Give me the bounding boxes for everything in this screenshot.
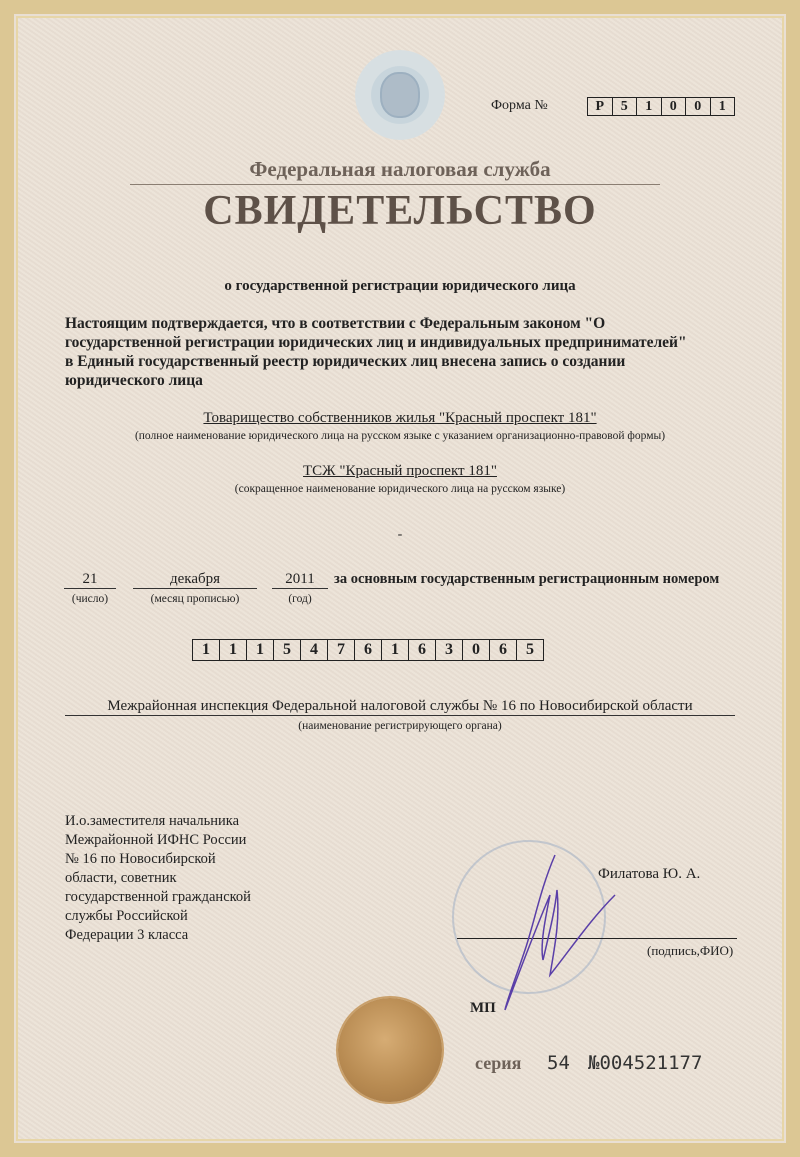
ogrn-digit: 1 [247,640,274,660]
ogrn-digit: 1 [193,640,220,660]
date-year: 2011 [272,571,328,589]
form-digit: 0 [686,98,711,115]
short-name: ТСЖ "Красный проспект 181" [303,463,497,479]
document-title: СВИДЕТЕЛЬСТВО [203,188,597,234]
form-label: Форма № [491,98,548,113]
day-caption: (число) [71,593,109,605]
ogrn-digit: 3 [436,640,463,660]
position-line: № 16 по Новосибирской [65,851,216,867]
form-digit: 1 [637,98,662,115]
paragraph-line: юридического лица [65,372,203,389]
ogrn-digit: 6 [409,640,436,660]
position-line: государственной гражданской [65,889,251,905]
ogrn-digit: 5 [274,640,301,660]
form-digit: Р [588,98,613,115]
confirmation-paragraph [65,314,745,390]
form-digit: 0 [662,98,687,115]
ogrn-digit: 1 [382,640,409,660]
registering-authority: Межрайонная инспекция Федеральной налоговой службы № 16 по Новосибирской области [65,698,735,716]
full-name: Товарищество собственников жилья "Красный проспект 181" [203,410,597,426]
form-digit: 5 [613,98,638,115]
ogrn-digit: 0 [463,640,490,660]
authority-caption: (наименование регистрирующего органа) [298,720,502,732]
ogrn-digit: 5 [526,641,534,658]
date-day: 21 [64,571,116,589]
document-subtitle: о государственной регистрации юридического лица [224,278,576,294]
ogrn-digit: 6 [490,640,517,660]
ogrn-digit: 4 [301,640,328,660]
short-name-caption: (сокращенное наименование юридического лица на русском языке) [234,483,566,495]
paragraph-line: государственной регистрации юридических лиц и индивидуальных предпринимателей" [65,334,687,351]
gold-seal-icon [338,998,442,1102]
stamp-place-label: МП [470,1000,496,1016]
paragraph-line: Настоящим подтверждается, что в соответствии с Федеральным законом "О [65,315,606,332]
registration-number-label: за основным государственным регистрационным номером [334,571,720,587]
ogrn-digit: 1 [220,640,247,660]
signer-position [65,812,251,945]
ogrn-digit: 7 [328,640,355,660]
agency-name: Федеральная налоговая служба [249,157,551,181]
emblem-icon [355,50,445,140]
position-line: Федерации 3 класса [65,927,189,943]
position-line: И.о.заместителя начальника [65,813,240,829]
series-label: серия [475,1053,522,1073]
handwritten-signature [495,850,625,1020]
divider [130,184,660,185]
position-line: службы Российской [65,908,188,924]
signer-name: Филатова Ю. А. [598,866,701,882]
date-month: декабря [133,571,257,589]
position-line: Межрайонной ИФНС России [65,832,247,848]
signature-caption: (подпись,ФИО) [647,943,734,958]
ogrn-number [192,639,544,661]
form-digit: 1 [718,99,726,114]
dash: - [397,527,403,542]
series-number: 54 [547,1052,570,1074]
position-line: области, советник [65,870,177,886]
paragraph-line: в Единый государственный реестр юридических лиц внесена запись о создании [65,353,626,370]
full-name-caption: (полное наименование юридического лица на русском языке с указанием организационно-правовой формы) [134,430,666,442]
month-caption: (месяц прописью) [150,593,240,605]
form-number [587,97,735,116]
year-caption: (год) [288,593,312,605]
ogrn-digit: 6 [355,640,382,660]
blank-number: №004521177 [588,1052,703,1074]
